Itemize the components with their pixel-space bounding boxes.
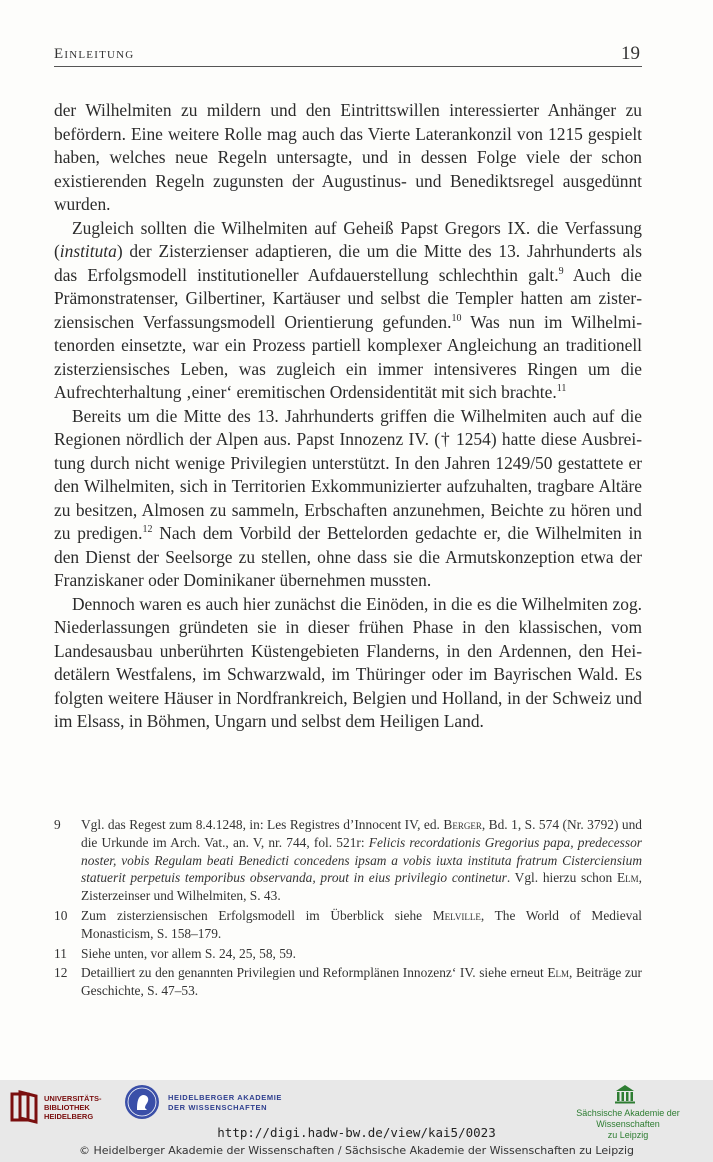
- permalink-url[interactable]: http://digi.hadw-bw.de/view/kai5/0023: [217, 1125, 496, 1140]
- running-head: [54, 44, 642, 67]
- text-run: , The World of Medieval Monasticism, S. 158–179.: [81, 907, 642, 941]
- footnote-ref-10[interactable]: 10: [451, 312, 462, 324]
- ub-heidelberg-logo[interactable]: [10, 1088, 120, 1128]
- text-run: Was nun im Wilhelmitenorden einsetzte, war ein Prozess partiell komplexer Angleichung an traditionell zisterziensisches Leben, was zugleich ein immer intensiveres Ringen um die Aufrechterhaltung ‚einer‘ eremitischen Ordensidentität mit sich brachte.: [54, 311, 642, 402]
- hadw-logo[interactable]: [124, 1084, 304, 1126]
- ub-logo-text: UNIVERSITÄTS- BIBLIOTHEK HEIDELBERG: [44, 1094, 102, 1121]
- hadw-seal-icon: [124, 1084, 160, 1120]
- paragraph-2: [54, 217, 642, 405]
- text-run: Detailliert zu den genannten Privilegien und Reformplänen Innozenz‘ IV. siehe erneut: [81, 965, 548, 981]
- ub-logo-icon: [10, 1090, 40, 1124]
- footnote-11: [54, 945, 642, 963]
- footnote-text: [81, 907, 642, 943]
- footnote-number: 12: [54, 965, 68, 981]
- text-run: . Vgl. hierzu schon: [506, 870, 617, 886]
- footnote-number: 11: [54, 945, 67, 961]
- text-run: , Zisterzeinser und Wilhelmiten, S. 43.: [81, 870, 642, 904]
- footnote-ref-11[interactable]: 11: [556, 383, 567, 394]
- text-run: Zum zisterziensischen Erfolgsmodell im Überblick siehe: [81, 907, 433, 923]
- author-name: Melville: [432, 907, 481, 923]
- author-name: Elm: [616, 870, 639, 886]
- text-run: ) der Zisterzienser adaptieren, die um die Mitte des 13. Jahrhunderts als das Erfolgsmodell institutioneller Aufdauerstellung schlechthin galt.: [54, 241, 642, 285]
- footnote-ref-9[interactable]: 9: [558, 265, 564, 277]
- text-run: Zugleich sollten die Wilhelmiten auf Geheiß Papst Gregors IX. die Verfassung (: [54, 217, 642, 261]
- paragraph-1: der Wilhelmiten zu mildern und den Eintrittswillen interessierter Anhänger zu befördern. Eine weitere Rolle mag auch das Vierte Laterankonzil von 1215 gespielt haben, welches neue Regeln untersagte, und in dessen Folge viele der schon existierenden Regeln zugunsten der Augustinus- und Benediktsregel ausgedünnt wurden.: [54, 100, 642, 214]
- paragraph-3: [54, 405, 642, 593]
- paragraph-4: Dennoch waren es auch hier zunächst die Einöden, in die es die Wilhelmiten zog. Niederlassungen gründeten sie in dieser frühen Phase in den klassischen, vom Landesausbau unberührten Küstengebieten Flanderns, in den Ardennen, den Heidetälern Westfalens, im Schwarzwald, im Thüringer oder im Bayrischen Wald. Es folgten weitere Häuser in Nordfrankreich, Belgien und Holland, in der Schweiz und im Elsass, in Böhmen, Ungarn und selbst dem Heiligen Land.: [54, 593, 642, 731]
- italic-term: instituta: [59, 241, 117, 261]
- chapter-title: Einleitung: [54, 46, 135, 62]
- latin-quote: Felicis recordationis Gregorius papa, predecessor noster, vobis Regulam beati Benedicti concedens ipsam a vobis iuxta instituta fratrum Cisterciensium statuerit perpetuis temporibus observanda, prout in eius privilegio continetur: [81, 834, 642, 886]
- footnote-12: [54, 964, 642, 1000]
- copyright-line: © Heidelberger Akademie der Wissenschaften / Sächsische Akademie der Wissenschaften zu Leipzig: [78, 1144, 634, 1157]
- footnote-text: [81, 816, 642, 905]
- text-run: , Beiträge zur Geschichte, S. 47–53.: [81, 965, 642, 999]
- footnote-text: [81, 964, 642, 1000]
- footnote-number: 10: [54, 907, 68, 923]
- text-run: Bereits um die Mitte des 13. Jahrhunderts griffen die Wilhelmiten auch auf die Regionen nördlich der Alpen aus. Papst Innozenz IV. († 1254) hatte diese Ausbreitung durch nicht wenige Privilegien unterstützt. In den Jahren 1249/50 gestattete er den Wilhelmiten, sich in Territorien Exkommunizierter aufzuhalten, tragbare Altäre zu besitzen, Almosen zu sammeln, Erbschaften anzunehmen, Beichte zu hören und zu predigen.: [54, 405, 642, 543]
- page-number: 19: [621, 43, 640, 64]
- hadw-logo-text: HEIDELBERGER AKADEMIE DER WISSENSCHAFTEN: [168, 1093, 282, 1112]
- text-run: Nach dem Vorbild der Bettelorden gedachte er, die Wilhelmiten in den Dienst der Seelsorge zu stellen, ohne dass sie die Armutskonzeption etwa der Franziskaner oder Dominikaner übernehmen mussten.: [54, 523, 642, 590]
- footnote-text: Siehe unten, vor allem S. 24, 25, 58, 59.: [81, 945, 296, 961]
- footnote-9: [54, 816, 642, 905]
- text-run: Vgl. das Regest zum 8.4.1248, in: Les Registres d’Innocent IV, ed.: [81, 817, 444, 832]
- footnote-10: [54, 907, 642, 943]
- text-run: Auch die Prämonstratenser, Gilbertiner, Kartäuser und selbst die Templer hatten am zisterziensischen Verfassungsmodell Orientierung gefunden.: [54, 264, 642, 332]
- author-name: Berger: [443, 817, 482, 832]
- text-run: , Bd. 1, S. 574 (Nr. 3792) und die Urkunde im Arch. Vat., an. V, nr. 744, fol. 521r:: [81, 817, 642, 850]
- footnote-number: 9: [54, 817, 61, 832]
- main-text: [54, 99, 642, 734]
- saw-logo-text: Sächsische Akademie der Wissenschaften zu Leipzig: [576, 1108, 680, 1140]
- author-name: Elm: [547, 965, 570, 981]
- saw-building-icon: [614, 1084, 636, 1104]
- footnote-ref-12[interactable]: 12: [142, 524, 153, 535]
- footnotes: [54, 816, 642, 1002]
